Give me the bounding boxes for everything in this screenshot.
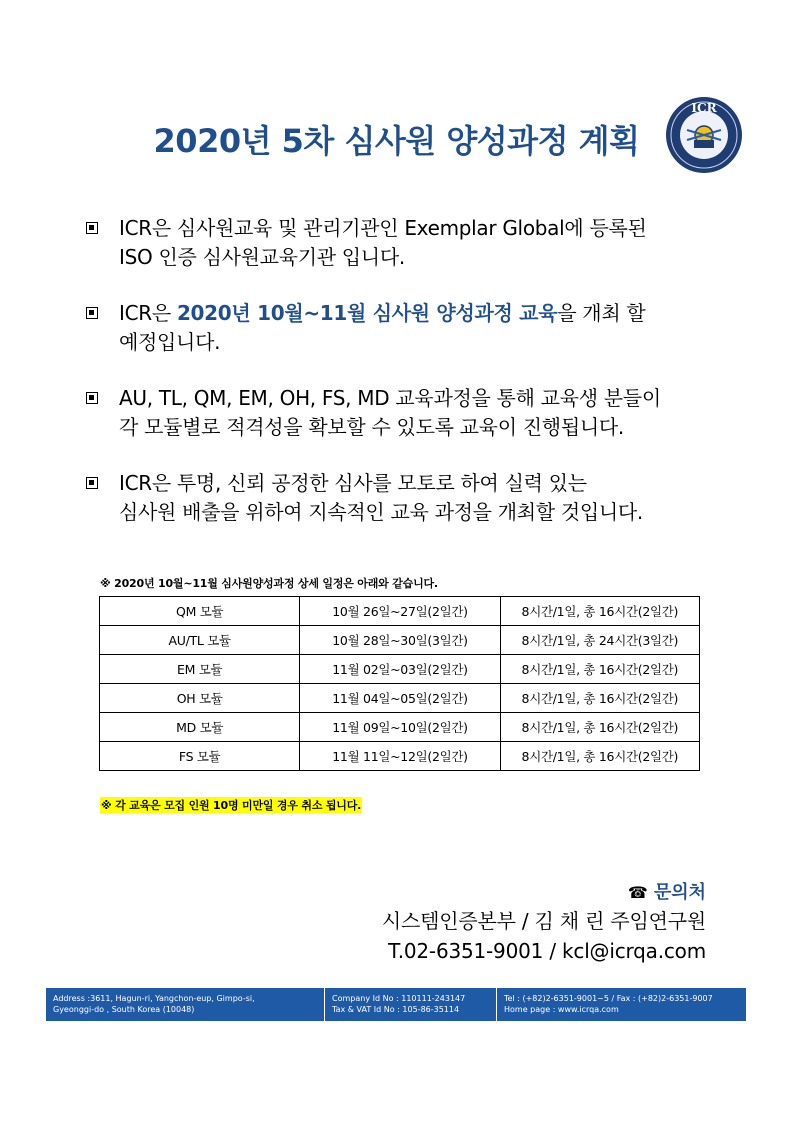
table-row <box>100 713 700 742</box>
contact-department: 시스템인증본부 / 김 채 린 주임연구원 <box>381 909 706 933</box>
module-cell: FS 모듈 <box>100 742 300 771</box>
hours-cell: 8시간/1일, 총 16시간(2일간) <box>500 713 699 742</box>
bullet-line: ICR은 투명, 신뢰 공정한 심사를 모토로 하여 실력 있는 <box>119 471 587 495</box>
schedule-note: ※ 2020년 10월~11월 심사원양성과정 상세 일정은 아래와 같습니다. <box>100 577 438 590</box>
highlighted-course-period: 2020년 10월~11월 심사원 양성과정 교육 <box>176 301 558 325</box>
hours-cell: 8시간/1일, 총 16시간(2일간) <box>500 597 699 626</box>
hours-cell: 8시간/1일, 총 16시간(2일간) <box>500 742 699 771</box>
bullet-line <box>119 299 724 328</box>
footer-line: Address :3611, Hagun-ri, Yangchon-eup, Gimpo-si, <box>53 994 255 1003</box>
dates-cell: 10월 26일~27일(2일간) <box>300 597 500 626</box>
dates-cell: 11월 11일~12일(2일간) <box>300 742 500 771</box>
footer-address <box>46 988 325 1021</box>
dates-cell: 10월 28일~30일(3일간) <box>300 626 500 655</box>
bullet-line: AU, TL, QM, EM, OH, FS, MD 교육과정을 통해 교육생 분들이 <box>119 386 661 410</box>
contact-tel-email: T.02-6351-9001 / kcl@icrqa.com <box>388 939 706 963</box>
table-row <box>100 597 700 626</box>
bullet-courses <box>84 384 724 442</box>
footer-line: Tel : (+82)2-6351-9001~5 / Fax : (+82)2-6351-9007 <box>504 994 713 1003</box>
footer-line: Gyeonggi-do , South Korea (10048) <box>53 1005 195 1014</box>
footer-bar <box>46 988 746 1021</box>
hours-cell: 8시간/1일, 총 24시간(3일간) <box>500 626 699 655</box>
module-cell: QM 모듈 <box>100 597 300 626</box>
dates-cell: 11월 02일~03일(2일간) <box>300 655 500 684</box>
contact-heading-label: 문의처 <box>653 882 706 903</box>
svg-text:ICR: ICR <box>691 101 717 115</box>
schedule-table <box>99 596 700 771</box>
dates-cell: 11월 04일~05일(2일간) <box>300 684 500 713</box>
square-bullet-icon <box>86 477 98 489</box>
hours-cell: 8시간/1일, 총 16시간(2일간) <box>500 684 699 713</box>
square-bullet-icon <box>86 222 98 234</box>
phone-icon: ☎ <box>627 883 648 902</box>
square-bullet-icon <box>86 392 98 404</box>
footer-line: Home page : www.icrqa.com <box>504 1005 619 1014</box>
cancellation-warning: ※ 각 교육은 모집 인원 10명 미만일 경우 취소 됩니다. <box>101 799 362 812</box>
intro-bullets <box>84 214 724 554</box>
bullet-registration <box>84 214 724 272</box>
contact-heading <box>382 880 706 906</box>
footer-contact <box>497 988 746 1021</box>
contact-block <box>382 880 706 966</box>
bullet-line: 각 모듈별로 적격성을 확보할 수 있도록 교육이 진행됩니다. <box>119 415 624 439</box>
table-row <box>100 655 700 684</box>
module-cell: MD 모듈 <box>100 713 300 742</box>
table-row <box>100 742 700 771</box>
bullet-line: 예정입니다. <box>119 330 221 354</box>
bullet-text: ICR은 <box>119 301 177 325</box>
bullet-line: ICR은 심사원교육 및 관리기관인 Exemplar Global에 등록된 <box>119 216 647 240</box>
bullet-text: 을 개최 할 <box>557 301 646 325</box>
page-title: 2020년 5차 심사원 양성과정 계획 <box>153 122 640 160</box>
bullet-line: ISO 인증 심사원교육기관 입니다. <box>119 245 405 269</box>
footer-line: Company Id No : 110111-243147 <box>332 994 466 1003</box>
square-bullet-icon <box>86 307 98 319</box>
footer-line: Tax & VAT Id No : 105-86-35114 <box>332 1005 460 1014</box>
icr-logo <box>665 96 743 174</box>
hours-cell: 8시간/1일, 총 16시간(2일간) <box>500 655 699 684</box>
bullet-motto <box>84 469 724 527</box>
module-cell: AU/TL 모듈 <box>100 626 300 655</box>
bullet-line: 심사원 배출을 위하여 지속적인 교육 과정을 개최할 것입니다. <box>119 500 643 524</box>
footer-company-ids <box>325 988 497 1021</box>
module-cell: OH 모듈 <box>100 684 300 713</box>
module-cell: EM 모듈 <box>100 655 300 684</box>
bullet-schedule <box>84 299 724 357</box>
table-row <box>100 684 700 713</box>
dates-cell: 11월 09일~10일(2일간) <box>300 713 500 742</box>
table-row <box>100 626 700 655</box>
